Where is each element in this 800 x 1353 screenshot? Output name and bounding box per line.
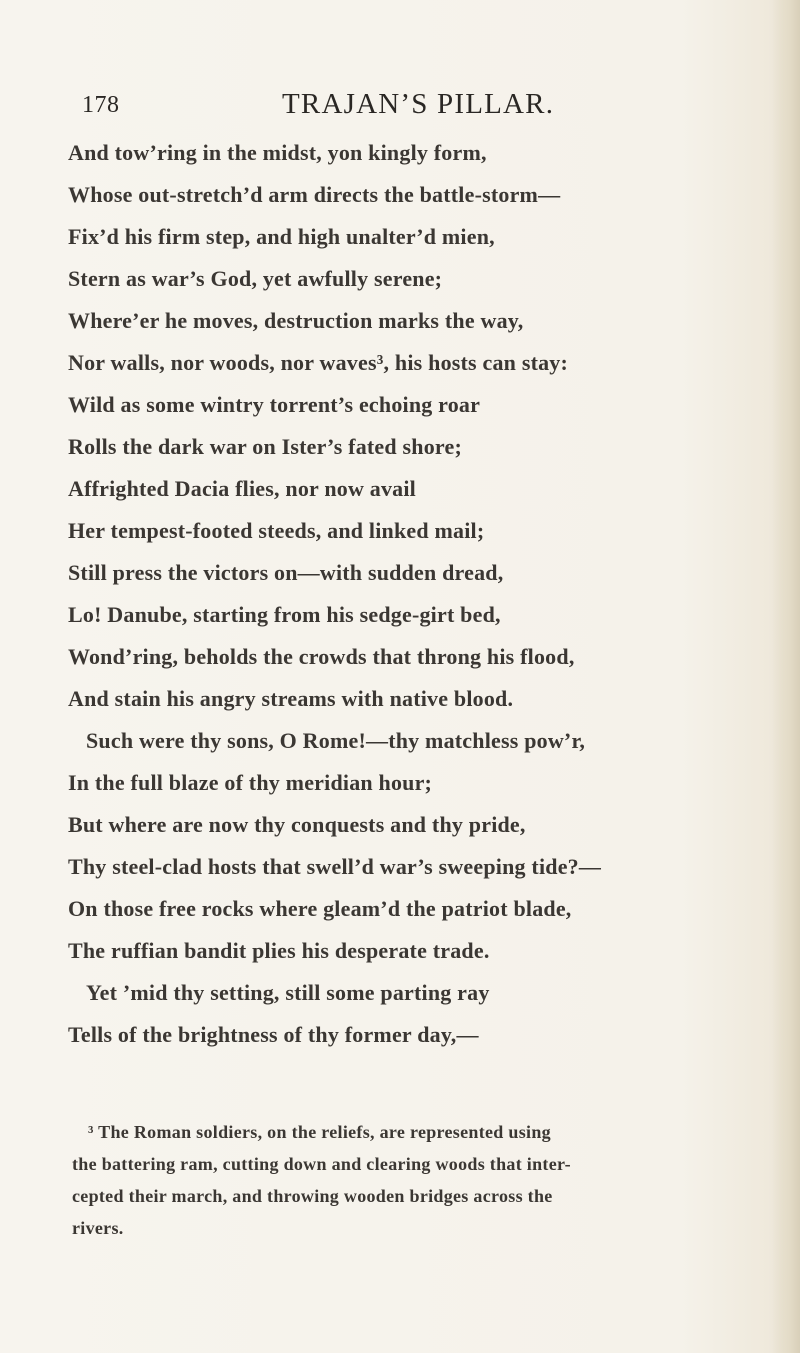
poem-line: Thy steel-clad hosts that swell’d war’s sweeping tide?— <box>68 854 602 879</box>
poem-line: Affrighted Dacia flies, nor now avail <box>68 476 416 501</box>
page-number: 178 <box>82 92 120 118</box>
poem-line: Whose out-stretch’d arm directs the battle-storm— <box>68 182 561 207</box>
poem-line: Fix’d his firm step, and high unalter’d mien, <box>68 224 495 249</box>
page-header <box>82 86 732 126</box>
poem-line: Where’er he moves, destruction marks the way, <box>68 308 524 333</box>
poem-line: Wond’ring, beholds the crowds that throng his flood, <box>68 644 575 669</box>
page-edge-shadow <box>772 0 800 1353</box>
poem-line: Rolls the dark war on Ister’s fated shore; <box>68 434 462 459</box>
footnote-line: rivers. <box>72 1218 124 1238</box>
poem-line: Wild as some wintry torrent’s echoing roar <box>68 392 481 417</box>
running-head: TRAJAN’S PILLAR. <box>282 88 555 120</box>
poem-line: But where are now thy conquests and thy pride, <box>68 812 526 837</box>
poem-line: Lo! Danube, starting from his sedge-girt bed, <box>68 602 501 627</box>
poem-line: Such were thy sons, O Rome!—thy matchless pow’r, <box>86 728 586 753</box>
poem-line: On those free rocks where gleam’d the patriot blade, <box>68 896 572 921</box>
poem-line: In the full blaze of thy meridian hour; <box>68 770 433 795</box>
footnote-line: the battering ram, cutting down and clearing woods that inter- <box>72 1154 571 1174</box>
footnote-line: cepted their march, and throwing wooden bridges across the <box>72 1186 553 1206</box>
poem-line: The ruffian bandit plies his desperate trade. <box>68 938 490 963</box>
poem-line: Nor walls, nor woods, nor waves³, his hosts can stay: <box>68 350 569 375</box>
poem-line: And tow’ring in the midst, yon kingly form, <box>68 140 487 165</box>
poem-line: Her tempest-footed steeds, and linked mail; <box>68 518 485 543</box>
poem-line: Stern as war’s God, yet awfully serene; <box>68 266 443 291</box>
poem-line: Yet ’mid thy setting, still some parting ray <box>86 980 490 1005</box>
poem-line: Tells of the brightness of thy former day,— <box>68 1022 479 1047</box>
poem-line: And stain his angry streams with native blood. <box>68 686 514 711</box>
footnote-line: ³ The Roman soldiers, on the reliefs, are represented using <box>88 1122 551 1142</box>
poem-line: Still press the victors on—with sudden dread, <box>68 560 504 585</box>
